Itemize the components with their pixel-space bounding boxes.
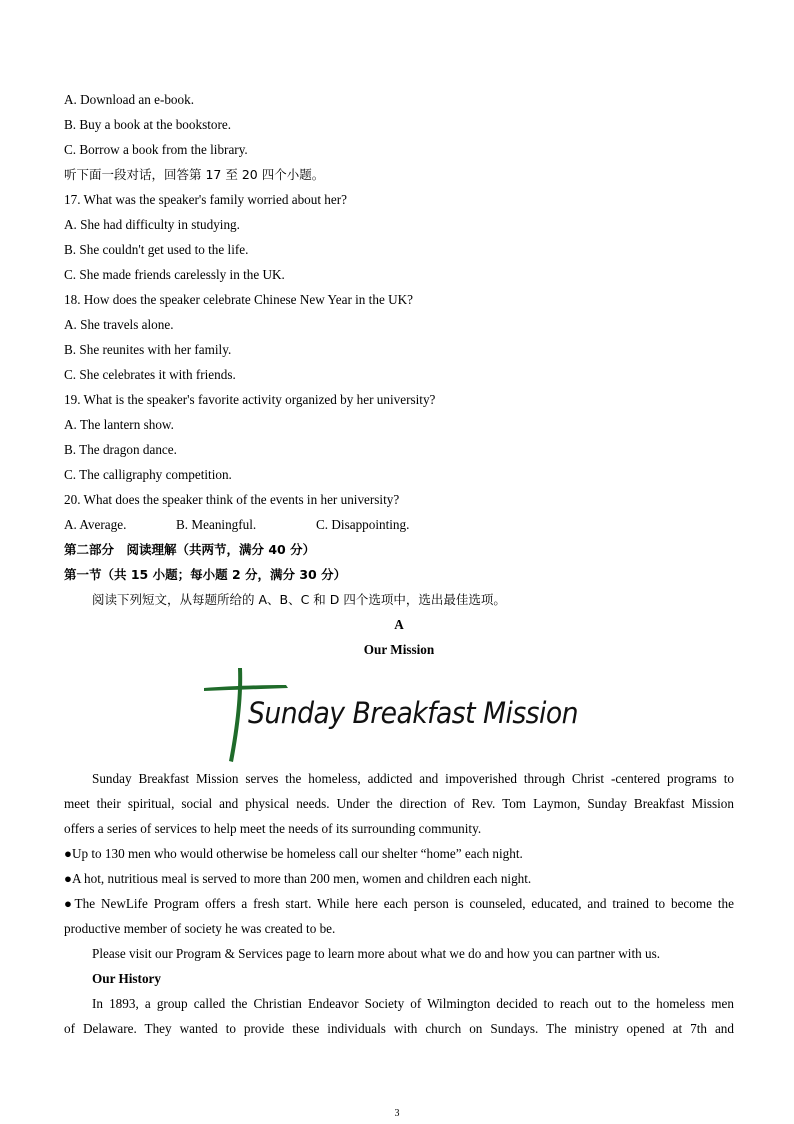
- history-paragraph-line: In 1893, a group called the Christian Endeavor Society of Wilmington decided to reach out to the homeless men: [92, 996, 734, 1011]
- logo-text: Sunday Breakfast Mission: [248, 696, 579, 730]
- option-line: A. She travels alone.: [64, 317, 174, 332]
- q20-option-b: B. Meaningful.: [176, 517, 257, 532]
- history-heading: Our History: [92, 971, 161, 986]
- history-paragraph-line: of Delaware. They wanted to provide these individuals with church on Sundays. The ministry opened at 7th and: [64, 1021, 734, 1036]
- option-line: C. She celebrates it with friends.: [64, 367, 236, 382]
- reading-instruction: 阅读下列短文，从每题所给的 A、B、C 和 D 四个选项中，选出最佳选项。: [92, 592, 506, 607]
- bullet-shelter: ●Up to 130 men who would otherwise be homeless call our shelter “home” each night.: [64, 846, 523, 861]
- option-line: B. She reunites with her family.: [64, 342, 232, 357]
- dialogue-instruction: 听下面一段对话，回答第 17 至 20 四个小题。: [64, 167, 325, 182]
- passage-heading: Our Mission: [363, 642, 435, 657]
- page-number: 3: [394, 1108, 400, 1119]
- mission-paragraph-line: offers a series of services to help meet the needs of its surrounding community.: [64, 821, 482, 836]
- passage-letter: A: [394, 617, 404, 632]
- question-19: 19. What is the speaker's favorite activity organized by her university?: [64, 392, 436, 407]
- bullet-meal: ●A hot, nutritious meal is served to more than 200 men, women and children each night.: [64, 871, 532, 886]
- option-line: A. Download an e-book.: [64, 92, 195, 107]
- bullet-newlife-cont: productive member of society he was created to be.: [64, 921, 336, 936]
- option-line: C. Borrow a book from the library.: [64, 142, 248, 157]
- mission-paragraph-line: Sunday Breakfast Mission serves the homeless, addicted and impoverished through Christ -centered programs to: [92, 771, 734, 786]
- option-line: A. The lantern show.: [64, 417, 174, 432]
- part2-title: 第二部分 阅读理解（共两节，满分 40 分）: [64, 542, 316, 557]
- section1-title: 第一节（共 15 小题；每小题 2 分，满分 30 分）: [64, 567, 347, 582]
- question-20: 20. What does the speaker think of the events in her university?: [64, 492, 400, 507]
- q20-option-a: A. Average.: [64, 517, 127, 532]
- mission-paragraph-line: meet their spiritual, social and physical needs. Under the direction of Rev. Tom Laymon, Sunday Breakfast Mission: [64, 796, 734, 811]
- option-line: C. She made friends carelessly in the UK.: [64, 267, 285, 282]
- option-line: B. Buy a book at the bookstore.: [64, 117, 232, 132]
- bullet-newlife: ●The NewLife Program offers a fresh start. While here each person is counseled, educated, and trained to become the: [64, 896, 734, 911]
- option-line: A. She had difficulty in studying.: [64, 217, 240, 232]
- q20-options: [64, 516, 734, 534]
- question-17: 17. What was the speaker's family worried about her?: [64, 192, 348, 207]
- q20-option-c: C. Disappointing.: [316, 517, 410, 532]
- visit-line: Please visit our Program & Services page to learn more about what we do and how you can partner with us.: [92, 946, 661, 961]
- option-line: B. She couldn't get used to the life.: [64, 242, 249, 257]
- option-line: C. The calligraphy competition.: [64, 467, 232, 482]
- question-18: 18. How does the speaker celebrate Chinese New Year in the UK?: [64, 292, 413, 307]
- option-line: B. The dragon dance.: [64, 442, 177, 457]
